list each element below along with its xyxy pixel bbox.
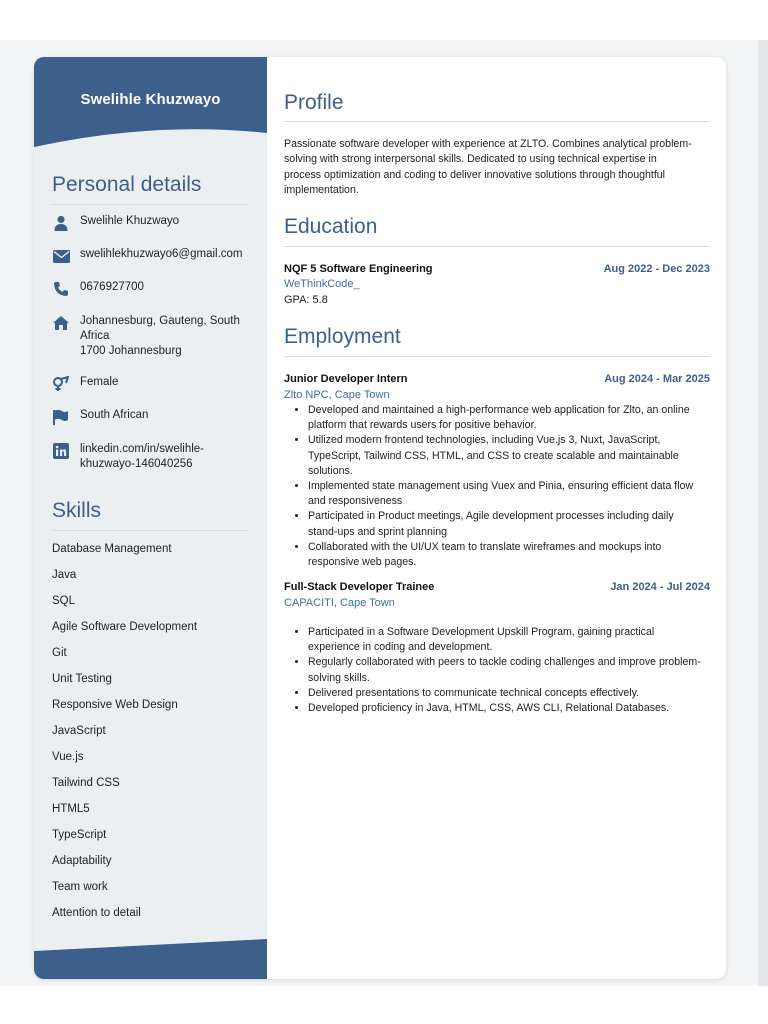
list-item: • Participated in a Software Development Upskill Program, gaining practical experience in coding and development. [308, 625, 710, 655]
detail-gender [52, 375, 257, 393]
skill-item: Java [52, 569, 77, 581]
list-item: • Collaborated with the UI/UX team to translate wireframes and mockups into responsive web pages. [308, 540, 710, 570]
skills-heading: Skills [52, 499, 102, 522]
detail-text: 0676927700 [80, 281, 144, 293]
top-margin [0, 0, 768, 40]
job-title: Full-Stack Developer Trainee [284, 581, 435, 593]
skill-item: Agile Software Development [52, 621, 198, 633]
divider [52, 530, 249, 531]
skill-item: Git [52, 647, 67, 659]
divider [52, 204, 249, 205]
sidebar [34, 57, 267, 979]
bottom-margin [0, 986, 768, 1024]
skill-item: Attention to detail [52, 907, 141, 919]
job-date: Jan 2024 - Jul 2024 [610, 581, 710, 593]
divider [284, 356, 710, 357]
phone-icon [52, 280, 70, 298]
list-item: • Utilized modern frontend technologies, including Vue.js 3, Nuxt, JavaScript, TypeScript, Tailwind CSS, HTML, and CSS to create scalable and maintainable solutions. [308, 433, 710, 479]
profile-heading: Profile [284, 91, 344, 114]
divider [284, 246, 710, 247]
detail-text: South African [80, 409, 149, 421]
email-link[interactable]: swelihlekhuzwayo6@gmail.com [80, 248, 243, 260]
employment-heading: Employment [284, 325, 401, 348]
flag-icon [52, 408, 70, 426]
profile-text: Passionate software developer with experience at ZLTO. Combines analytical problem-solving with strong interpersonal skills. Dedicated to using technical expertise in process optimization and coding to deliver innovative solutions through thoughtful implementation. [284, 138, 692, 196]
education-title: NQF 5 Software Engineering [284, 263, 433, 275]
skill-item: HTML5 [52, 803, 90, 815]
skill-item: JavaScript [52, 725, 106, 737]
skill-item: TypeScript [52, 829, 107, 841]
detail-linkedin[interactable] [52, 442, 257, 472]
skill-item: Tailwind CSS [52, 777, 120, 789]
education-heading: Education [284, 215, 378, 238]
detail-nationality [52, 408, 257, 426]
skill-item: Database Management [52, 543, 172, 555]
job-company: CAPACITI, Cape Town [284, 597, 395, 609]
list-item: • Developed proficiency in Java, HTML, CSS, AWS CLI, Relational Databases. [308, 701, 710, 716]
detail-text: Johannesburg, Gauteng, South Africa 1700 Johannesburg [80, 315, 240, 357]
job-bullets [284, 625, 710, 716]
sidebar-footer [34, 939, 267, 979]
detail-address [52, 314, 257, 359]
skill-item: Responsive Web Design [52, 699, 178, 711]
list-item: • Implemented state management using Vuex and Pinia, ensuring efficient data flow and responsiveness [308, 479, 710, 509]
list-item: • Participated in Product meetings, Agile development processes including daily stand-ups and sprint planning [308, 509, 710, 539]
list-item: • Regularly collaborated with peers to tackle coding challenges and improve problem-solving skills. [308, 655, 710, 685]
home-icon [52, 314, 70, 332]
detail-text: Swelihle Khuzwayo [80, 215, 180, 227]
personal-details-heading: Personal details [52, 173, 202, 196]
scrollbar-track[interactable] [758, 40, 768, 986]
divider [284, 121, 710, 122]
education-date: Aug 2022 - Dec 2023 [603, 263, 710, 275]
envelope-icon [52, 247, 70, 265]
job-bullets [284, 403, 710, 570]
education-institution: WeThinkCode_ [284, 278, 360, 290]
user-icon [52, 214, 70, 232]
job-date: Aug 2024 - Mar 2025 [604, 373, 710, 385]
skill-item: Adaptability [52, 855, 112, 867]
skill-item: SQL [52, 595, 76, 607]
detail-text: Female [80, 376, 119, 388]
detail-phone [52, 280, 257, 298]
skill-item: Vue.js [52, 751, 84, 763]
education-gpa: GPA: 5.8 [284, 294, 328, 306]
resume-page [34, 57, 726, 979]
job-title: Junior Developer Intern [284, 373, 408, 385]
skill-item: Team work [52, 881, 108, 893]
detail-name [52, 214, 257, 232]
linkedin-link[interactable]: linkedin.com/in/swelihle- khuzwayo-146040256 [80, 443, 204, 470]
gender-icon [52, 375, 70, 393]
linkedin-icon [52, 442, 70, 460]
list-item: • Developed and maintained a high-performance web application for Zlto, an online platform that rewards users for positive behavior. [308, 403, 710, 433]
job-company: Zlto NPC, Cape Town [284, 389, 390, 401]
list-item: • Delivered presentations to communicate technical concepts effectively. [308, 686, 710, 701]
detail-email[interactable] [52, 247, 257, 265]
sidebar-header [34, 57, 267, 157]
candidate-name: Swelihle Khuzwayo [80, 91, 221, 108]
footer-wave [34, 939, 267, 979]
skill-item: Unit Testing [52, 673, 112, 685]
